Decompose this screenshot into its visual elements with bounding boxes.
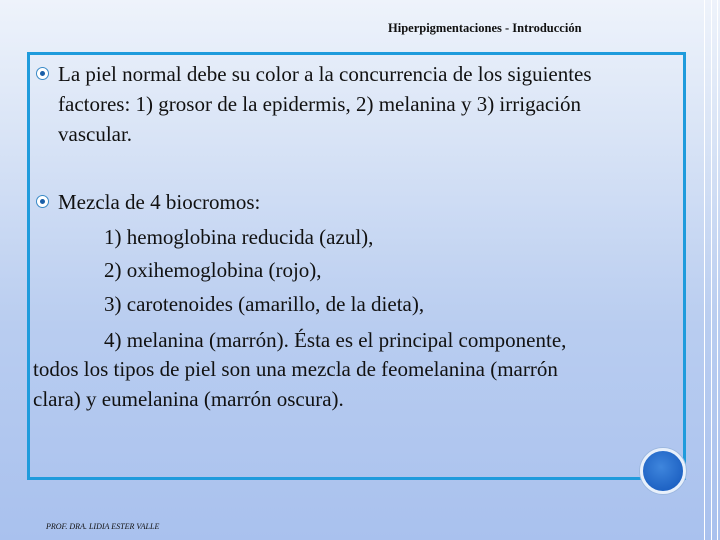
bullet2-line-5: todos los tipos de piel son una mezcla de feomelanina (marrón: [33, 357, 558, 381]
bullet1-line-2: factores: 1) grosor de la epidermis, 2) melanina y 3) irrigación: [58, 92, 582, 116]
bullet2-line-6: clara) y eumelanina (marrón oscura).: [33, 387, 344, 411]
footer-author: PROF. DRA. LIDIA ESTER VALLE: [46, 522, 160, 531]
bullet-icon: [36, 67, 49, 80]
decorative-edge-lines: [704, 0, 712, 540]
bullet1-line-3: vascular.: [58, 122, 133, 146]
bullet2-intro: Mezcla de 4 biocromos:: [58, 190, 261, 214]
bullet2-line-1: 1) hemoglobina reducida (azul),: [104, 225, 374, 249]
bullet2-line-3: 3) carotenoides (amarillo, de la dieta),: [104, 292, 425, 316]
decorative-circle-icon: [640, 448, 686, 494]
slide-header-title: Hiperpigmentaciones - Introducción: [388, 21, 582, 35]
bullet2-line-4: 4) melanina (marrón). Ésta es el principal componente,: [104, 328, 567, 352]
bullet-icon: [36, 195, 49, 208]
decorative-edge-line: [717, 0, 718, 540]
bullet2-line-2: 2) oxihemoglobina (rojo),: [104, 258, 322, 282]
bullet1-line-1: La piel normal debe su color a la concurrencia de los siguientes: [58, 62, 592, 86]
